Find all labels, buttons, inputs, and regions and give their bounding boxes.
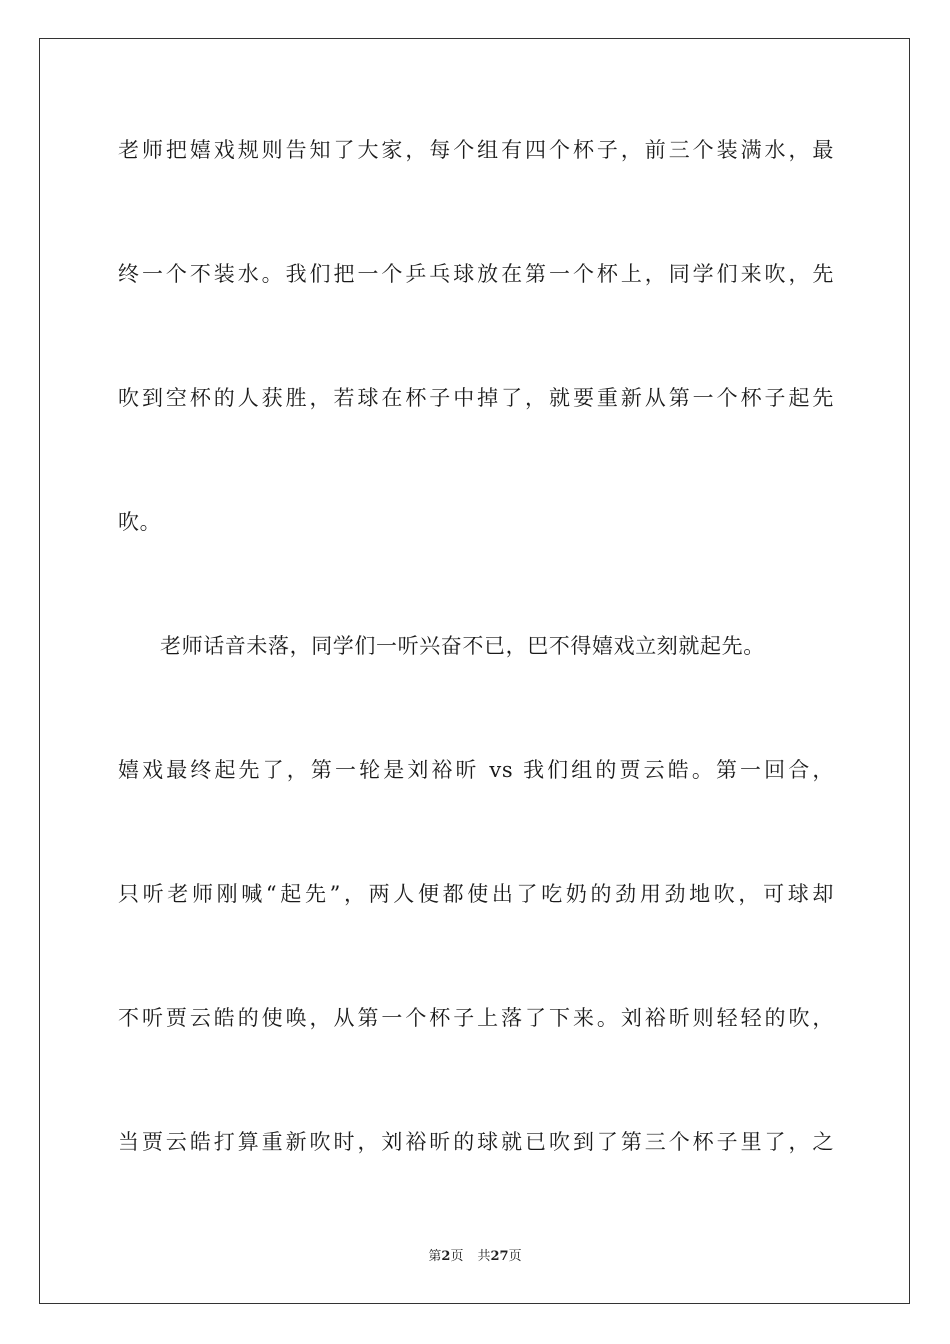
page-prefix: 第 [428,1249,442,1264]
paragraph-line: 吹。 [118,510,162,534]
total-unit: 页 [508,1249,522,1264]
paragraph-line-indented: 老师话音未落，同学们一听兴奋不已，巴不得嬉戏立刻就起先。 [160,634,765,658]
paragraph-line: 只听老师刚喊“起先”，两人便都使出了吃奶的劲用劲地吹，可球却 [118,882,834,906]
paragraph-line: 不听贾云皓的使唤，从第一个杯子上落了下来。刘裕昕则轻轻的吹， [118,1006,834,1030]
page-footer [0,1248,950,1266]
page-unit: 页 [450,1249,464,1264]
paragraph-line: 吹到空杯的人获胜，若球在杯子中掉了，就要重新从第一个杯子起先 [118,386,834,410]
total-count: 27 [490,1249,509,1264]
paragraph-line: 当贾云皓打算重新吹时，刘裕昕的球就已吹到了第三个杯子里了，之 [118,1130,834,1154]
page-current: 2 [441,1249,451,1264]
paragraph-line: 终一个不装水。我们把一个乒乓球放在第一个杯上，同学们来吹，先 [118,262,834,286]
page-border [39,38,910,1304]
total-pages [477,1248,521,1266]
page-number [428,1248,463,1266]
paragraph-line: 嬉戏最终起先了，第一轮是刘裕昕 vs 我们组的贾云皓。第一回合， [118,758,834,782]
total-prefix: 共 [477,1249,491,1264]
paragraph-line: 老师把嬉戏规则告知了大家，每个组有四个杯子，前三个装满水，最 [118,138,834,162]
